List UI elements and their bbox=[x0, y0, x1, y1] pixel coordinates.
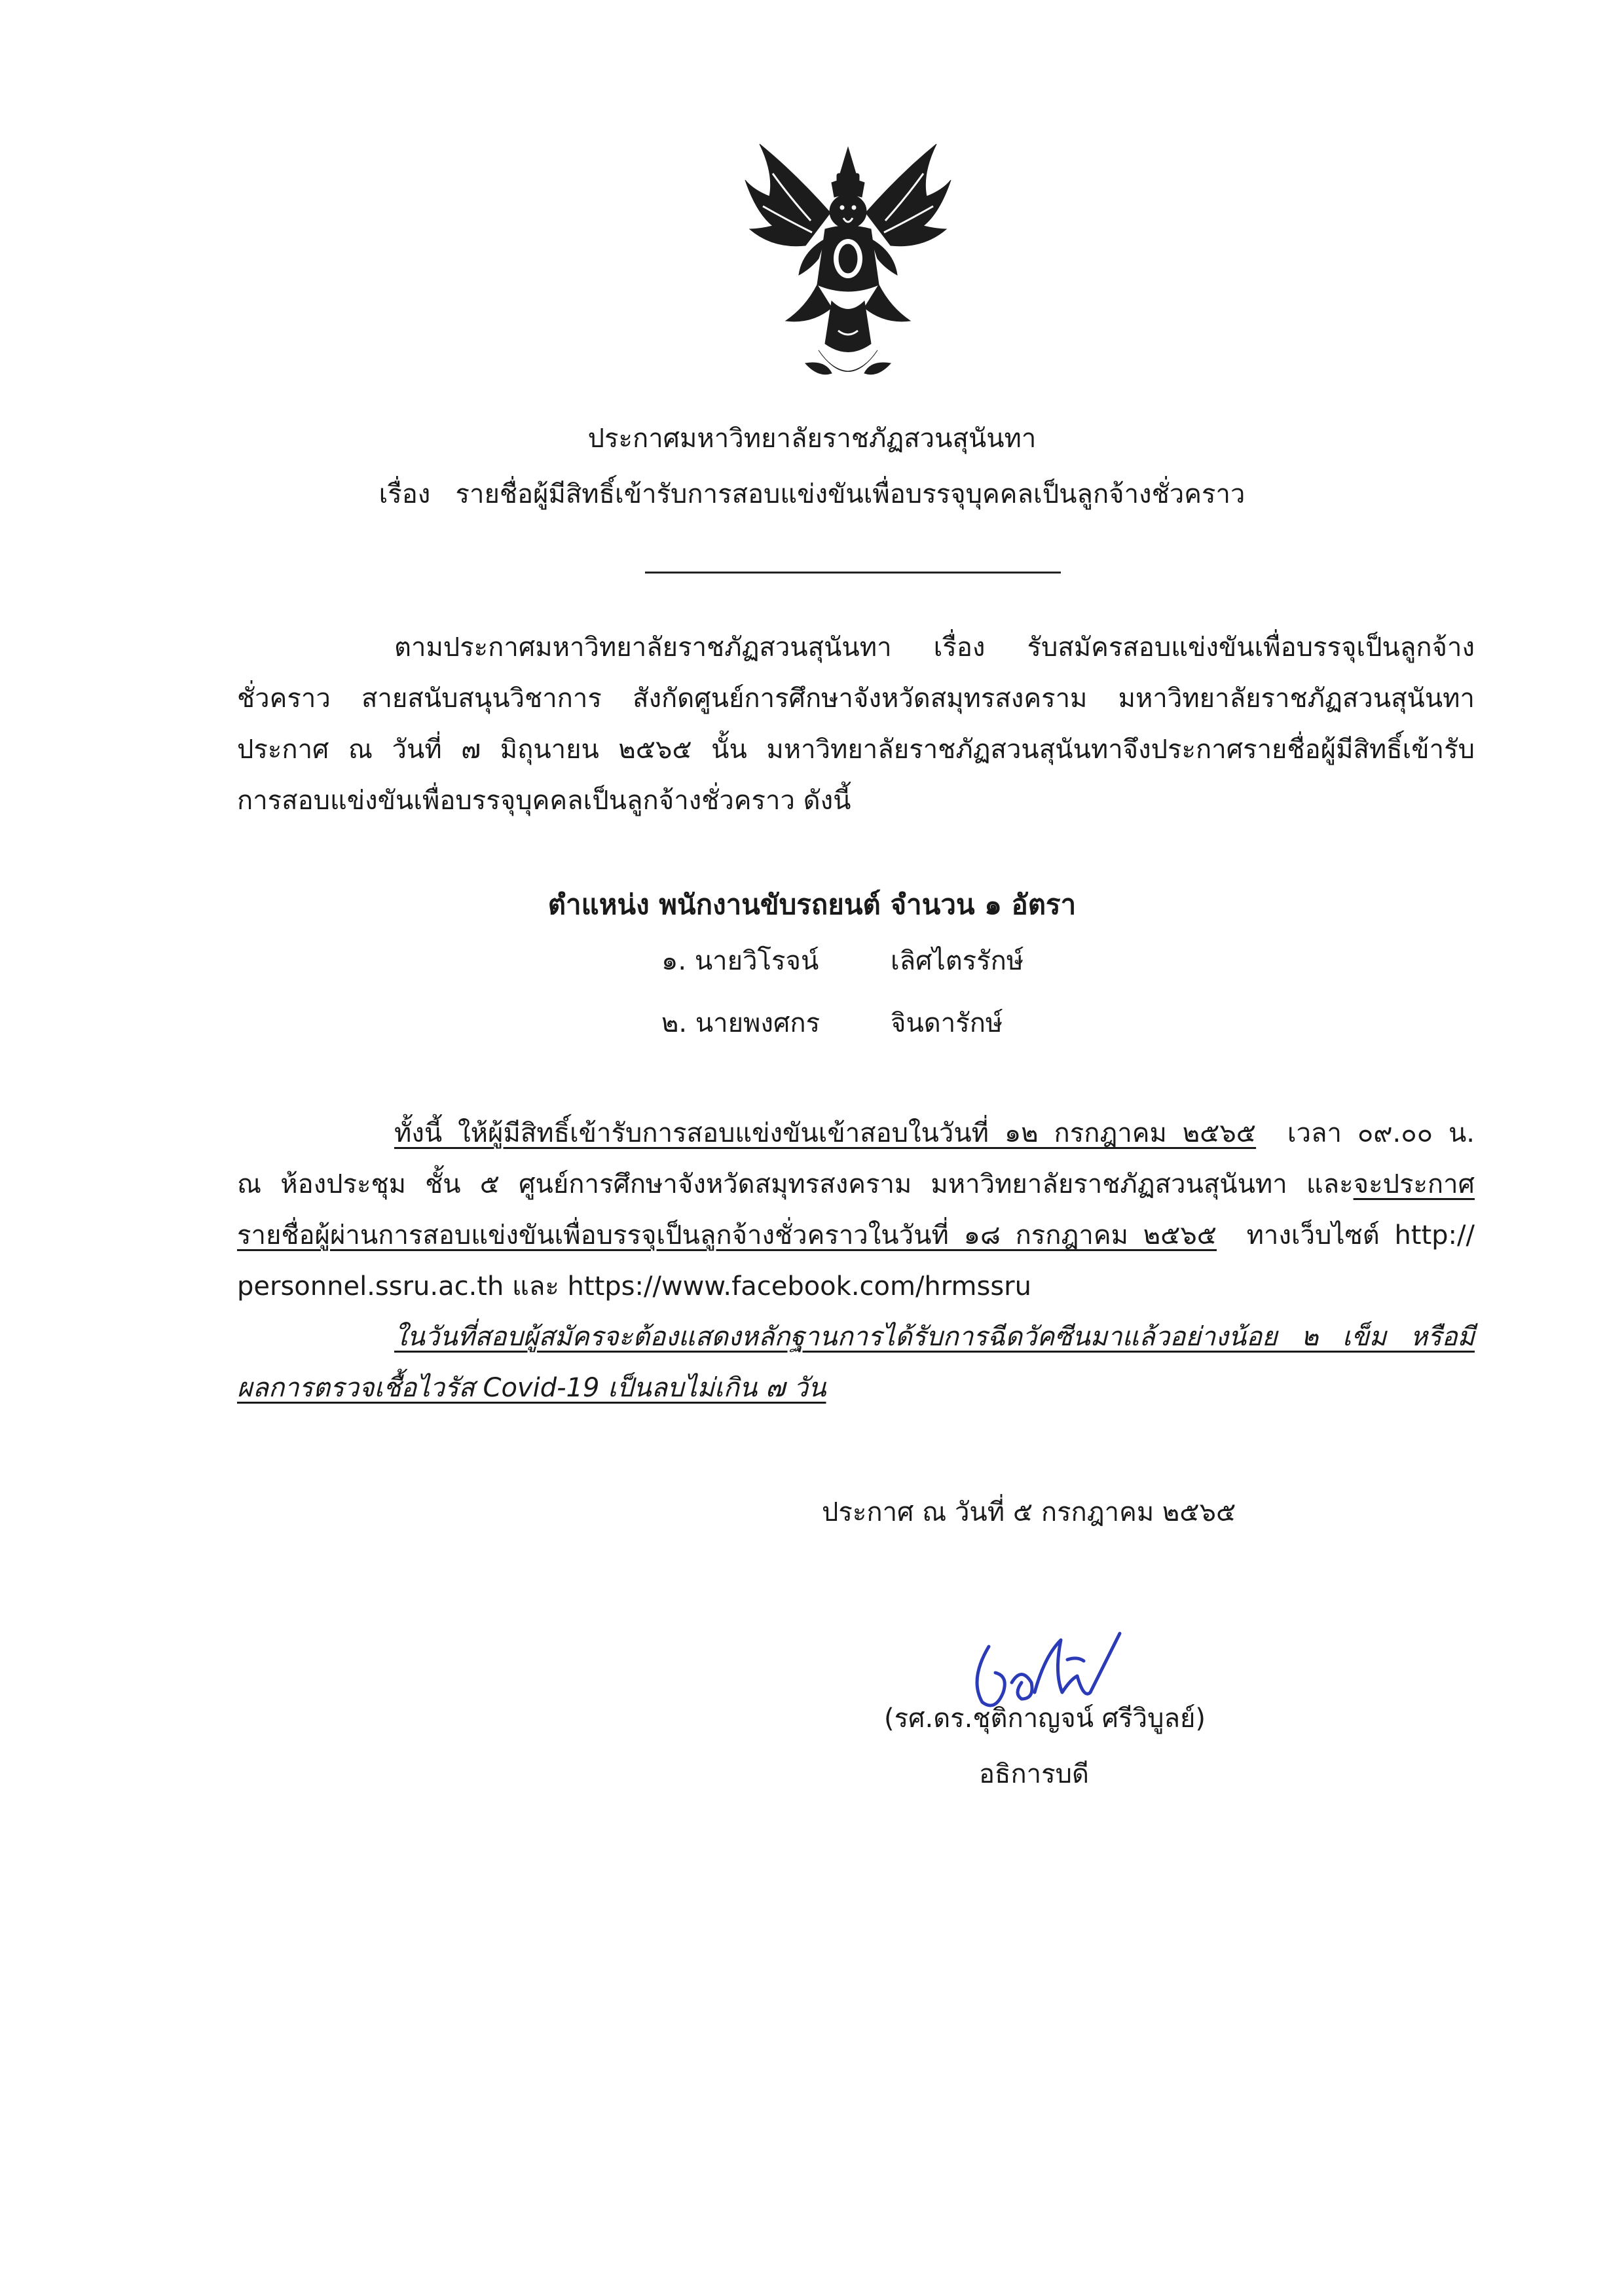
schedule-line: ณ ห้องประชุม ชั้น ๕ ศูนย์การศึกษาจังหวัดสมุทรสงคราม มหาวิทยาลัยราชภัฏสวนสุนันทา และจะประกาศ bbox=[237, 1169, 1475, 1199]
candidate-number: ๒. bbox=[661, 1008, 688, 1038]
candidate-number: ๑. bbox=[661, 946, 687, 976]
schedule-paragraph bbox=[237, 1108, 1475, 1312]
schedule-line: ทั้งนี้ ให้ผู้มีสิทธิ์เข้ารับการสอบแข่งขันเข้าสอบในวันที่ ๑๒ กรกฎาคม ๒๕๖๕ เวลา ๐๙.๐๐ น. bbox=[394, 1118, 1475, 1148]
announcement-date: ประกาศ ณ วันที่ ๕ กรกฎาคม ๒๕๖๕ bbox=[822, 1497, 1236, 1527]
candidate-surname: เลิศไตรรักษ์ bbox=[891, 946, 1024, 976]
vaccination-notice bbox=[237, 1311, 1475, 1413]
garuda-emblem-icon bbox=[733, 134, 963, 396]
candidate-item bbox=[661, 941, 1024, 981]
candidate-name: นายวิโรจน์ bbox=[694, 946, 819, 976]
intro-line: ประกาศ ณ วันที่ ๗ มิถุนายน ๒๕๖๕ นั้น มหาวิทยาลัยราชภัฏสวนสุนันทาจึงประกาศรายชื่อผู้มีสิทธิ์เข้ารับ bbox=[237, 735, 1475, 765]
position-heading: ตำแหน่ง พนักงานขับรถยนต์ จำนวน ๑ อัตรา bbox=[547, 888, 1077, 920]
signatory-title: อธิการบดี bbox=[979, 1759, 1089, 1789]
subject-label: เรื่อง bbox=[378, 479, 431, 509]
candidate-item bbox=[661, 1004, 1003, 1043]
notice-line: ผลการตรวจเชื้อไวรัส Covid-19 เป็นลบไม่เกิน ๗ วัน bbox=[237, 1373, 826, 1403]
intro-line: การสอบแข่งขันเพื่อบรรจุบุคคลเป็นลูกจ้างชั่วคราว ดังนี้ bbox=[237, 786, 851, 816]
candidate-name: นายพงศกร bbox=[695, 1008, 821, 1038]
intro-line: ชั่วคราว สายสนับสนุนวิชาการ สังกัดศูนย์การศึกษาจังหวัดสมุทรสงคราม มหาวิทยาลัยราชภัฏสวนสุนันทา bbox=[237, 683, 1475, 714]
intro-line: ตามประกาศมหาวิทยาลัยราชภัฏสวนสุนันทา เรื่อง รับสมัครสอบแข่งขันเพื่อบรรจุเป็นลูกจ้าง bbox=[394, 632, 1475, 663]
signatory-name: (รศ.ดร.ชุติกาญจน์ ศรีวิบูลย์) bbox=[884, 1704, 1206, 1734]
announcement-subject bbox=[0, 475, 1624, 514]
announcement-title: ประกาศมหาวิทยาลัยราชภัฏสวนสุนันทา bbox=[587, 424, 1037, 454]
schedule-line: personnel.ssru.ac.th และ https://www.facebook.com/hrmssru bbox=[237, 1271, 1031, 1302]
intro-paragraph bbox=[237, 622, 1475, 826]
header-divider bbox=[645, 572, 1061, 574]
subject-text: รายชื่อผู้มีสิทธิ์เข้ารับการสอบแข่งขันเพื่อบรรจุบุคคลเป็นลูกจ้างชั่วคราว bbox=[455, 479, 1246, 509]
notice-line: ในวันที่สอบผู้สมัครจะต้องแสดงหลักฐานการได้รับการฉีดวัคซีนมาแล้วอย่างน้อย ๒ เข็ม หรือมี bbox=[394, 1322, 1475, 1352]
schedule-line: รายชื่อผู้ผ่านการสอบแข่งขันเพื่อบรรจุเป็นลูกจ้างชั่วคราวในวันที่ ๑๘ กรกฎาคม ๒๕๖๕ ทางเว็บไซต์ http:// bbox=[237, 1220, 1475, 1250]
candidate-surname: จินดารักษ์ bbox=[891, 1008, 1003, 1038]
